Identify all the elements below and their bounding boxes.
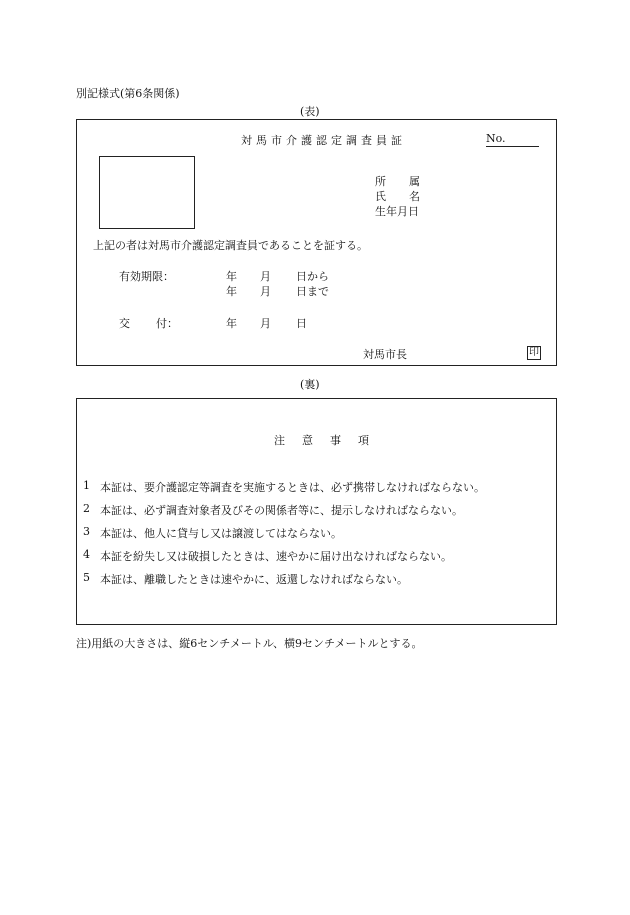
- issuer-name: 対馬市長: [363, 348, 407, 361]
- form-label: 別記様式(第6条関係): [76, 87, 180, 100]
- note-item-2-num: 2: [83, 502, 90, 515]
- issue-label-1: 交: [119, 317, 130, 330]
- issue-label-2: 付：: [156, 317, 178, 330]
- validity-to-month: 月: [260, 285, 271, 298]
- note-item-5-num: 5: [83, 571, 90, 584]
- note-item-3-text: 本証は、他人に貸与し又は譲渡してはならない。: [100, 527, 342, 540]
- notes-title-1: 注: [274, 434, 285, 447]
- validity-to-year: 年: [226, 285, 237, 298]
- certification-text: 上記の者は対馬市介護認定調査員であることを証する。: [93, 239, 368, 252]
- card-back: [76, 398, 557, 625]
- issue-month: 月: [260, 317, 271, 330]
- note-item-2-text: 本証は、必ず調査対象者及びその関係者等に、提示しなければならない。: [100, 504, 463, 517]
- validity-to-day: 日まで: [296, 285, 329, 298]
- note-item-4-num: 4: [83, 548, 90, 561]
- notes-title-2: 意: [302, 434, 313, 447]
- note-item-5-text: 本証は、離職したときは速やかに、返還しなければならない。: [100, 573, 408, 586]
- field-birthdate: 生年月日: [375, 205, 419, 218]
- field-name-2: 名: [409, 190, 420, 203]
- notes-title-4: 項: [358, 434, 369, 447]
- issue-day: 日: [296, 317, 307, 330]
- back-side-label: (裏): [300, 378, 320, 391]
- card-title: 対馬市介護認定調査員証: [241, 134, 406, 147]
- validity-label: 有効期限：: [119, 270, 174, 283]
- field-affiliation-2: 属: [409, 175, 420, 188]
- note-item-1-text: 本証は、要介護認定等調査を実施するときは、必ず携帯しなければならない。: [100, 481, 485, 494]
- no-underline: [486, 146, 539, 147]
- notes-title-3: 事: [330, 434, 341, 447]
- no-label: No.: [486, 132, 506, 145]
- validity-from-month: 月: [260, 270, 271, 283]
- note-item-3-num: 3: [83, 525, 90, 538]
- photo-box: [99, 156, 195, 229]
- card-front: [76, 119, 557, 366]
- validity-from-day: 日から: [296, 270, 329, 283]
- note-item-4-text: 本証を紛失し又は破損したときは、速やかに届け出なければならない。: [100, 550, 452, 563]
- validity-from-year: 年: [226, 270, 237, 283]
- note-item-1-num: 1: [83, 479, 90, 492]
- footnote: 注)用紙の大きさは、縦6センチメートル、横9センチメートルとする。: [76, 637, 423, 650]
- issue-year: 年: [226, 317, 237, 330]
- front-side-label: (表): [300, 105, 320, 118]
- seal-mark: 印: [529, 347, 539, 358]
- field-affiliation-1: 所: [375, 175, 386, 188]
- field-name-1: 氏: [375, 190, 386, 203]
